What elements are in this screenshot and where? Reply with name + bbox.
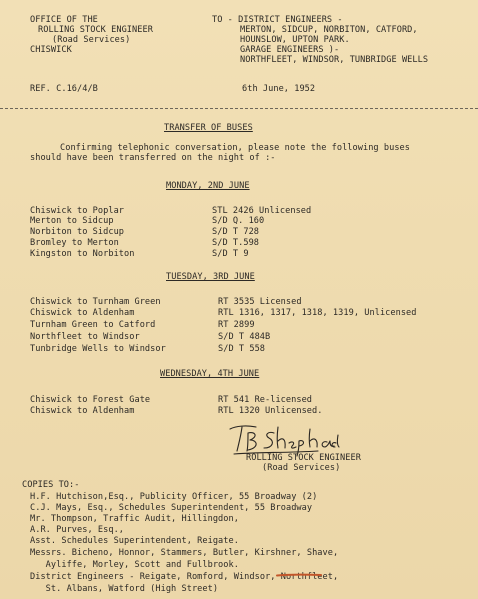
transfer-route: Chiswick to Forest Gate [30,395,151,405]
section-heading-monday: MONDAY, 2ND JUNE [166,181,250,191]
copy-recipient: H.F. Hutchison,Esq., Publicity Officer, 55 Broadway (2) [30,492,318,502]
transfer-route: Chiswick to Aldenham [30,308,135,318]
office-line-1: OFFICE OF THE [30,15,98,25]
transfer-bus: S/D T 728 [212,227,260,237]
copy-recipient: District Engineers - Reigate, Romford, Windsor, Northfleet, [30,572,339,582]
transfer-route: Bromley to Merton [30,238,119,248]
transfer-bus: RT 541 Re-licensed [218,395,313,405]
copy-recipient: Mr. Thompson, Traffic Audit, Hillingdon, [30,514,239,524]
section-heading-tuesday: TUESDAY, 3RD JUNE [166,272,255,282]
copy-recipient: A.R. Purves, Esq., [30,525,125,535]
transfer-bus: RT 3535 Licensed [218,297,302,307]
transfer-bus: S/D T 484B [218,332,271,342]
transfer-bus: S/D T.598 [212,238,260,248]
transfer-bus: RTL 1316, 1317, 1318, 1319, Unlicensed [218,308,417,318]
highlight-underline [276,573,322,577]
handwritten-signature [226,421,346,457]
copy-recipient: Ayliffe, Morley, Scott and Fullbrook. [30,560,239,570]
header-divider [0,108,478,109]
section-heading-wednesday: WEDNESDAY, 4TH JUNE [160,369,260,379]
transfer-bus: S/D T 558 [218,344,266,354]
transfer-route: Merton to Sidcup [30,216,114,226]
transfer-bus: STL 2426 Unlicensed [212,206,312,216]
to-line-3: HOUNSLOW, UPTON PARK. [240,35,350,45]
copies-label: COPIES TO:- [22,480,80,490]
copy-recipient: Asst. Schedules Superintendent, Reigate. [30,536,239,546]
transfer-route: Tunbridge Wells to Windsor [30,344,166,354]
transfer-bus: S/D T 9 [212,249,249,259]
copy-recipient: C.J. Mays, Esq., Schedules Superintendent, 55 Broadway [30,503,313,513]
office-line-4: CHISWICK [30,45,72,55]
transfer-route: Chiswick to Turnham Green [30,297,161,307]
document-title: TRANSFER OF BUSES [164,123,253,133]
transfer-route: Northfleet to Windsor [30,332,140,342]
letter-date: 6th June, 1952 [242,84,316,94]
to-line-2: MERTON, SIDCUP, NORBITON, CATFORD, [240,25,418,35]
signoff-title: ROLLING STOCK ENGINEER [246,453,361,463]
copy-recipient: Messrs. Bicheno, Honnor, Stammers, Butler, Kirshner, Shave, [30,548,339,558]
to-line-1: TO - DISTRICT ENGINEERS - [212,15,343,25]
to-line-5: NORTHFLEET, WINDSOR, TUNBRIDGE WELLS [240,55,429,65]
copy-recipient: St. Albans, Watford (High Street) [30,584,219,594]
signoff-department: (Road Services) [262,463,341,473]
to-line-4: GARAGE ENGINEERS )- [240,45,340,55]
transfer-route: Kingston to Norbiton [30,249,135,259]
transfer-route: Turnham Green to Catford [30,320,156,330]
transfer-route: Norbiton to Sidcup [30,227,125,237]
intro-line-1: Confirming telephonic conversation, please note the following buses [60,143,410,153]
transfer-route: Chiswick to Aldenham [30,406,135,416]
intro-line-2: should have been transferred on the night of :- [30,153,276,163]
transfer-bus: RTL 1320 Unlicensed. [218,406,323,416]
office-line-3: (Road Services) [52,35,131,45]
reference-number: REF. C.16/4/B [30,84,98,94]
office-line-2: ROLLING STOCK ENGINEER [38,25,153,35]
transfer-bus: RT 2899 [218,320,255,330]
transfer-bus: S/D Q. 160 [212,216,265,226]
transfer-route: Chiswick to Poplar [30,206,125,216]
